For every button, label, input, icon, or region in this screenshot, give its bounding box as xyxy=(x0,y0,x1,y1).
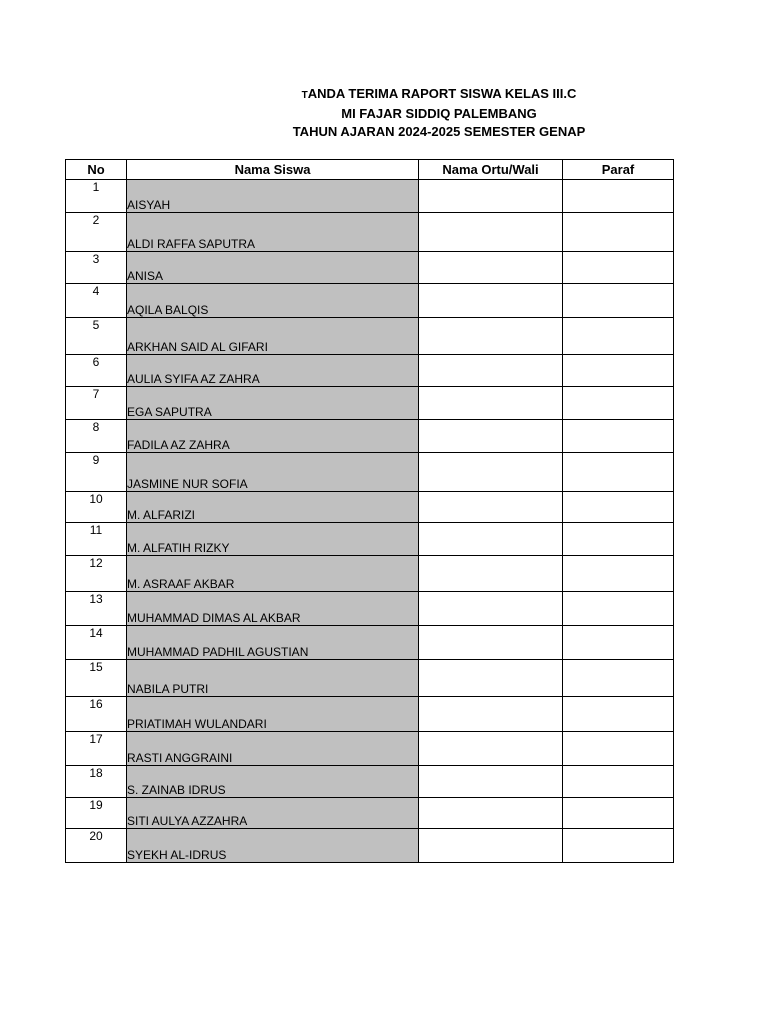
parent-name-cell xyxy=(419,213,563,252)
student-name: EGA SAPUTRA xyxy=(127,387,419,420)
row-number: 17 xyxy=(66,732,127,766)
parent-name-cell xyxy=(419,387,563,420)
row-number: 2 xyxy=(66,213,127,252)
student-name: AISYAH xyxy=(127,180,419,213)
row-number: 8 xyxy=(66,420,127,453)
row-number: 9 xyxy=(66,453,127,492)
parent-name-cell xyxy=(419,732,563,766)
column-header-parent-name: Nama Ortu/Wali xyxy=(419,160,563,180)
student-name: RASTI ANGGRAINI xyxy=(127,732,419,766)
parent-name-cell xyxy=(419,556,563,592)
student-name: S. ZAINAB IDRUS xyxy=(127,766,419,798)
table-row xyxy=(66,420,674,453)
signature-cell xyxy=(563,180,674,213)
student-name: ARKHAN SAID AL GIFARI xyxy=(127,318,419,355)
parent-name-cell xyxy=(419,766,563,798)
column-header-no: No xyxy=(66,160,127,180)
signature-cell xyxy=(563,252,674,284)
row-number: 7 xyxy=(66,387,127,420)
parent-name-cell xyxy=(419,355,563,387)
student-name: ALDI RAFFA SAPUTRA xyxy=(127,213,419,252)
row-number: 6 xyxy=(66,355,127,387)
table-row xyxy=(66,355,674,387)
parent-name-cell xyxy=(419,492,563,523)
student-name: FADILA AZ ZAHRA xyxy=(127,420,419,453)
signature-cell xyxy=(563,660,674,697)
parent-name-cell xyxy=(419,592,563,626)
table-row xyxy=(66,492,674,523)
report-receipt-table xyxy=(65,159,674,863)
student-name: PRIATIMAH WULANDARI xyxy=(127,697,419,732)
student-name: AQILA BALQIS xyxy=(127,284,419,318)
student-name: M. ALFATIH RIZKY xyxy=(127,523,419,556)
table-body xyxy=(66,180,674,863)
signature-cell xyxy=(563,453,674,492)
signature-cell xyxy=(563,213,674,252)
parent-name-cell xyxy=(419,252,563,284)
student-name: NABILA PUTRI xyxy=(127,660,419,697)
signature-cell xyxy=(563,318,674,355)
student-name: MUHAMMAD PADHIL AGUSTIAN xyxy=(127,626,419,660)
table-row xyxy=(66,284,674,318)
table-row xyxy=(66,318,674,355)
parent-name-cell xyxy=(419,829,563,863)
student-name: AULIA SYIFA AZ ZAHRA xyxy=(127,355,419,387)
table-row xyxy=(66,732,674,766)
title-initial: T xyxy=(301,90,308,101)
signature-cell xyxy=(563,592,674,626)
student-name: ANISA xyxy=(127,252,419,284)
document-header xyxy=(0,85,768,141)
parent-name-cell xyxy=(419,523,563,556)
row-number: 12 xyxy=(66,556,127,592)
signature-cell xyxy=(563,829,674,863)
row-number: 13 xyxy=(66,592,127,626)
document-title xyxy=(0,85,768,105)
student-name: MUHAMMAD DIMAS AL AKBAR xyxy=(127,592,419,626)
column-header-student-name: Nama Siswa xyxy=(127,160,419,180)
signature-cell xyxy=(563,732,674,766)
row-number: 18 xyxy=(66,766,127,798)
column-header-signature: Paraf xyxy=(563,160,674,180)
table-row xyxy=(66,387,674,420)
signature-cell xyxy=(563,556,674,592)
student-name: M. ASRAAF AKBAR xyxy=(127,556,419,592)
parent-name-cell xyxy=(419,284,563,318)
row-number: 1 xyxy=(66,180,127,213)
row-number: 5 xyxy=(66,318,127,355)
parent-name-cell xyxy=(419,180,563,213)
parent-name-cell xyxy=(419,318,563,355)
signature-cell xyxy=(563,766,674,798)
signature-cell xyxy=(563,387,674,420)
table-row xyxy=(66,829,674,863)
table-row xyxy=(66,252,674,284)
row-number: 15 xyxy=(66,660,127,697)
row-number: 10 xyxy=(66,492,127,523)
row-number: 11 xyxy=(66,523,127,556)
table-header-row xyxy=(66,160,674,180)
table-row xyxy=(66,766,674,798)
table-row xyxy=(66,697,674,732)
signature-cell xyxy=(563,355,674,387)
parent-name-cell xyxy=(419,660,563,697)
table-row xyxy=(66,453,674,492)
table-row xyxy=(66,626,674,660)
student-name: JASMINE NUR SOFIA xyxy=(127,453,419,492)
parent-name-cell xyxy=(419,420,563,453)
table-row xyxy=(66,523,674,556)
parent-name-cell xyxy=(419,798,563,829)
parent-name-cell xyxy=(419,453,563,492)
table-row xyxy=(66,798,674,829)
school-name: MI FAJAR SIDDIQ PALEMBANG xyxy=(341,106,537,121)
table-row xyxy=(66,592,674,626)
row-number: 20 xyxy=(66,829,127,863)
signature-cell xyxy=(563,284,674,318)
table-row xyxy=(66,213,674,252)
signature-cell xyxy=(563,523,674,556)
parent-name-cell xyxy=(419,626,563,660)
signature-cell xyxy=(563,420,674,453)
row-number: 16 xyxy=(66,697,127,732)
table-row xyxy=(66,180,674,213)
row-number: 14 xyxy=(66,626,127,660)
signature-cell xyxy=(563,626,674,660)
signature-cell xyxy=(563,798,674,829)
signature-cell xyxy=(563,492,674,523)
academic-period: TAHUN AJARAN 2024-2025 SEMESTER GENAP xyxy=(292,124,586,139)
row-number: 19 xyxy=(66,798,127,829)
row-number: 3 xyxy=(66,252,127,284)
signature-cell xyxy=(563,697,674,732)
student-name: SITI AULYA AZZAHRA xyxy=(127,798,419,829)
student-name: SYEKH AL-IDRUS xyxy=(127,829,419,863)
student-name: M. ALFARIZI xyxy=(127,492,419,523)
row-number: 4 xyxy=(66,284,127,318)
title-rest: ANDA TERIMA RAPORT SISWA KELAS III.C xyxy=(307,86,577,101)
parent-name-cell xyxy=(419,697,563,732)
table-row xyxy=(66,660,674,697)
table-row xyxy=(66,556,674,592)
